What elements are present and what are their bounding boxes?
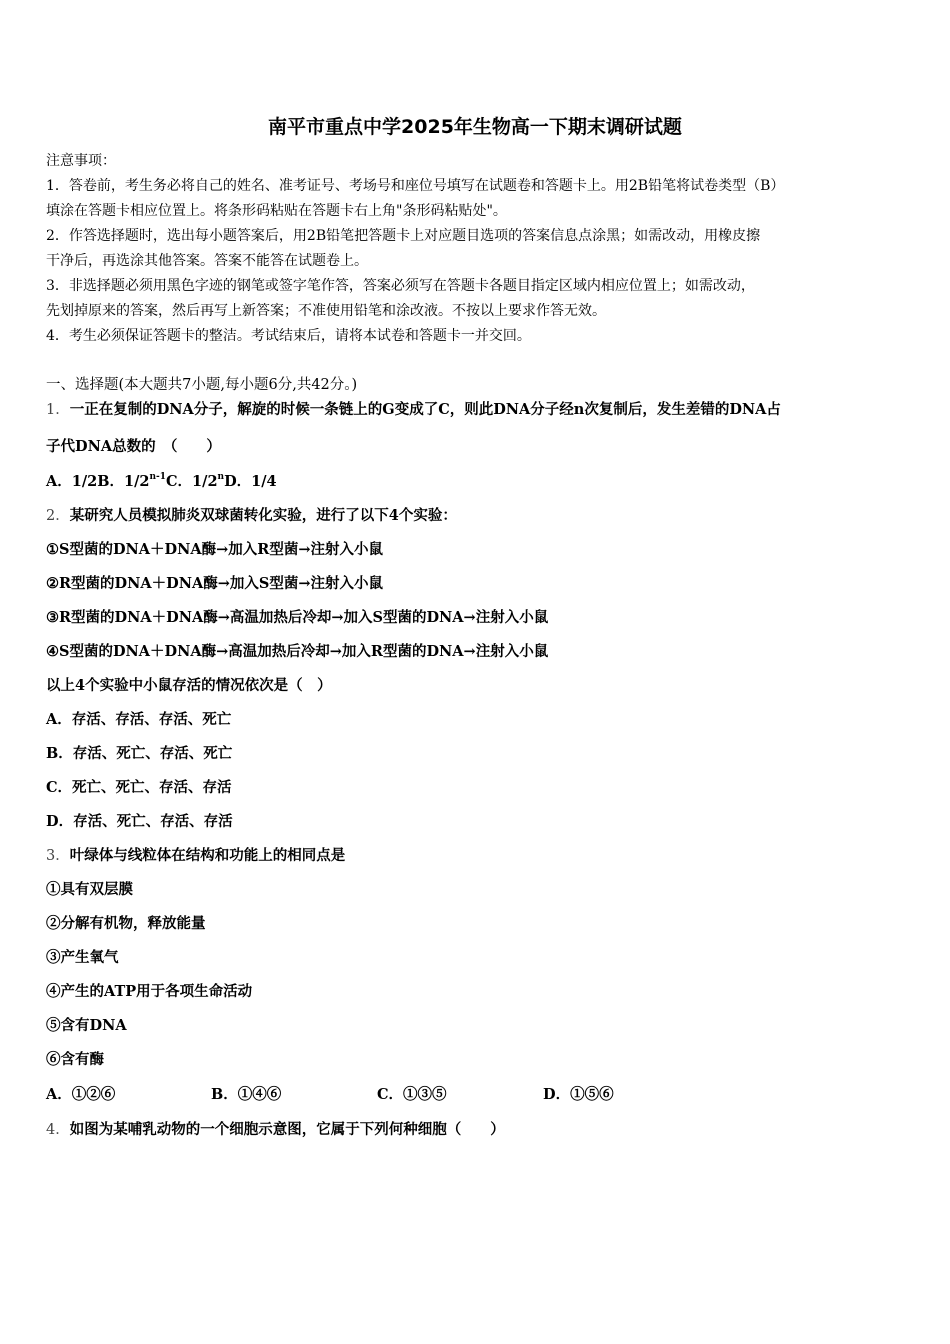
question-text: 如图为某哺乳动物的一个细胞示意图，它属于下列何种细胞（ ）	[69, 1121, 505, 1138]
question-text: 某研究人员模拟肺炎双球菌转化实验，进行了以下4个实验：	[69, 507, 457, 524]
option-a: A．存活、存活、存活、死亡	[46, 711, 232, 728]
statement-item: ①具有双层膜	[46, 881, 133, 898]
statement-item: ⑤含有DNA	[46, 1017, 127, 1034]
question-1-cont: 子代DNA总数的 （ ）	[46, 438, 221, 455]
option-a: A．①②⑥	[46, 1086, 116, 1103]
option-a: A．1/2	[46, 473, 98, 490]
page-title: 南平市重点中学2025年生物高一下期末调研试题	[268, 116, 682, 138]
option-b: B．①④⑥	[211, 1086, 282, 1103]
question-number: 4．	[46, 1122, 70, 1138]
notice-line: 干净后，再选涂其他答案。答案不能答在试题卷上。	[46, 253, 368, 269]
option-c: C．1/2$^n$	[166, 472, 225, 490]
option-c: C．死亡、死亡、存活、存活	[46, 779, 232, 796]
experiment-item: ③R型菌的DNA＋DNA酶→高温加热后冷却→加入S型菌的DNA→注射入小鼠	[46, 609, 549, 626]
option-c: C．①③⑤	[377, 1086, 447, 1103]
statement-item: ④产生的ATP用于各项生命活动	[46, 983, 253, 1000]
statement-item: ②分解有机物，释放能量	[46, 915, 206, 932]
question-number: 2．	[46, 508, 70, 524]
option-b: B．1/2$^{n-1}$	[97, 472, 167, 490]
option-d: D．1/4	[224, 473, 277, 490]
question-2-prompt: 以上4个实验中小鼠存活的情况依次是（ ）	[46, 677, 332, 694]
question-1	[46, 400, 781, 420]
option-b: B．存活、死亡、存活、死亡	[46, 745, 233, 762]
question-text: 叶绿体与线粒体在结构和功能上的相同点是	[69, 847, 346, 864]
option-d: D．①⑤⑥	[543, 1086, 614, 1103]
notice-line: 4．考生必须保证答题卡的整洁。考试结束后，请将本试卷和答题卡一并交回。	[46, 328, 531, 344]
question-3	[46, 846, 345, 866]
section-heading: 一、选择题(本大题共7小题,每小题6分,共42分。)	[46, 377, 358, 393]
notice-line: 1．答卷前，考生务必将自己的姓名、准考证号、考场号和座位号填写在试题卷和答题卡上。用2B铅笔将试卷类型（B）	[46, 178, 785, 194]
experiment-item: ②R型菌的DNA＋DNA酶→加入S型菌→注射入小鼠	[46, 575, 383, 592]
statement-item: ⑥含有酶	[46, 1051, 104, 1068]
notice-line: 2．作答选择题时，选出每小题答案后，用2B铅笔把答题卡上对应题目选项的答案信息点涂黑；如需改动，用橡皮擦	[46, 228, 761, 244]
notice-line: 填涂在答题卡相应位置上。将条形码粘贴在答题卡右上角"条形码粘贴处"。	[46, 203, 507, 219]
notice-line: 3．非选择题必须用黑色字迹的钢笔或签字笔作答，答案必须写在答题卡各题目指定区域内相应位置上；如需改动，	[46, 278, 755, 294]
notice-heading: 注意事项：	[46, 153, 116, 169]
question-4	[46, 1120, 505, 1140]
statement-item: ③产生氧气	[46, 949, 119, 966]
question-number: 3．	[46, 848, 70, 864]
question-1-options	[46, 472, 277, 492]
experiment-item: ①S型菌的DNA＋DNA酶→加入R型菌→注射入小鼠	[46, 541, 383, 558]
question-text: 一正在复制的DNA分子，解旋的时候一条链上的G变成了C，则此DNA分子经n次复制后，发生差错的DNA占	[69, 401, 781, 418]
question-number: 1．	[46, 402, 70, 418]
option-d: D．存活、死亡、存活、存活	[46, 813, 233, 830]
experiment-item: ④S型菌的DNA＋DNA酶→高温加热后冷却→加入R型菌的DNA→注射入小鼠	[46, 643, 549, 660]
question-2	[46, 506, 457, 526]
notice-line: 先划掉原来的答案，然后再写上新答案；不准使用铅笔和涂改液。不按以上要求作答无效。	[46, 303, 606, 319]
